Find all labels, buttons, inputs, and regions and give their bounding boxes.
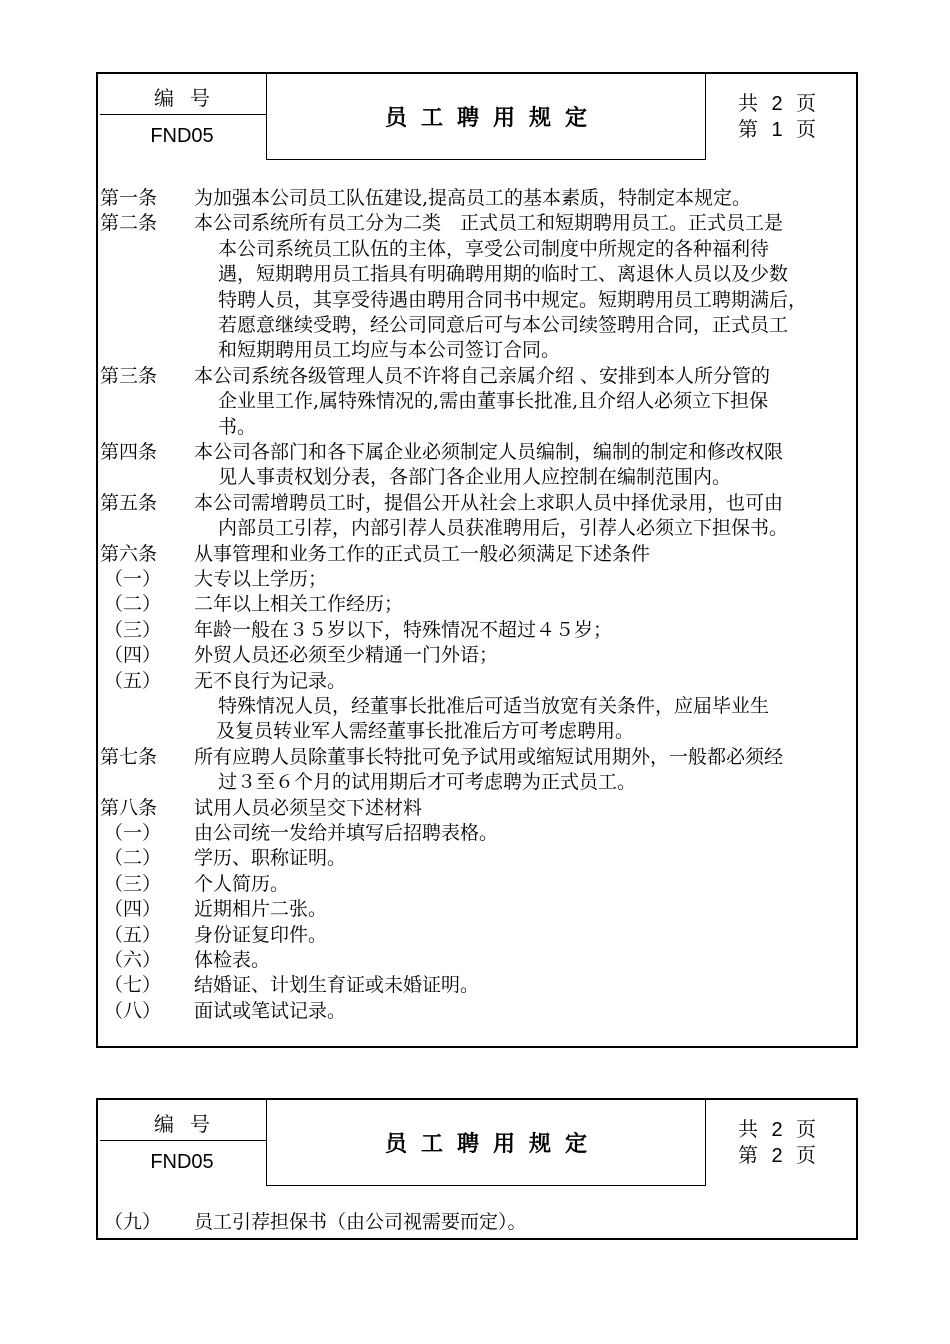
total-pages xyxy=(738,90,816,117)
document-code: FND05 xyxy=(150,125,214,147)
article-text: 所有应聘人员除董事长特批可免予试用或缩短试用期外，一般都必须经 xyxy=(194,745,784,768)
item-number: （三） xyxy=(104,618,162,641)
article-label: 第七条 xyxy=(100,745,158,768)
article-label: 第六条 xyxy=(100,542,158,565)
total-suffix: 页 xyxy=(796,91,816,115)
item-number: （五） xyxy=(104,923,162,946)
current-page-number: 1 xyxy=(771,119,783,141)
article-label: 第二条 xyxy=(100,212,158,235)
total-prefix: 共 xyxy=(738,91,758,115)
item-number: （二） xyxy=(104,847,162,870)
article-continuation: 企业里工作,属特殊情况的,需由董事长批准,且介绍人必须立下担保 xyxy=(218,390,769,413)
item-text: 由公司统一发给并填写后招聘表格。 xyxy=(194,822,499,844)
page-suffix: 页 xyxy=(796,117,816,141)
total-pages-number: 2 xyxy=(771,93,783,115)
article-continuation: 本公司系统员工队伍的主体，享受公司制度中所规定的各种福利待 xyxy=(218,237,770,260)
code-label: 编号 xyxy=(154,1112,226,1136)
article-continuation: 遇，短期聘用员工指具有明确聘用期的临时工、离退休人员以及少数 xyxy=(218,263,789,286)
article-continuation: 和短期聘用员工均应与本公司签订合同。 xyxy=(218,339,561,362)
item-number: （三） xyxy=(104,872,162,895)
code-cell xyxy=(98,1100,266,1186)
article-continuation: 书。 xyxy=(218,415,257,438)
item-number: （一） xyxy=(104,822,162,844)
item-number: （九） xyxy=(104,1211,162,1233)
item-text: 无不良行为记录。 xyxy=(194,669,347,692)
item-text: 学历、职称证明。 xyxy=(194,847,347,870)
code-divider xyxy=(100,114,266,115)
item-text: 面试或笔试记录。 xyxy=(194,999,347,1022)
item-number: （五） xyxy=(104,669,162,692)
page-count-cell xyxy=(706,74,856,160)
article-label: 第四条 xyxy=(100,441,158,463)
page-prefix: 第 xyxy=(738,117,758,141)
document-page-1 xyxy=(96,72,858,1048)
article-text: 本公司系统各级管理人员不许将自己亲属介绍 、安排到本人所分管的 xyxy=(194,364,771,387)
item-number: （四） xyxy=(104,644,162,667)
page-prefix: 第 xyxy=(738,1143,758,1167)
article-text: 试用人员必须呈交下述材料 xyxy=(194,796,423,819)
total-pages xyxy=(738,1116,816,1143)
total-pages-number: 2 xyxy=(771,1119,783,1141)
article-continuation: 若愿意继续受聘，经公司同意后可与本公司续签聘用合同，正式员工 xyxy=(218,314,789,336)
article-label: 第一条 xyxy=(100,187,158,209)
article-label: 第五条 xyxy=(100,491,158,514)
item-number: （七） xyxy=(104,974,162,997)
document-title: 员工聘用规定 xyxy=(384,1132,601,1157)
current-page-number: 2 xyxy=(771,1145,783,1167)
item-number: （六） xyxy=(104,949,162,971)
item-text: 身份证复印件。 xyxy=(194,923,328,946)
title-cell xyxy=(266,1100,706,1186)
item-text: 大专以上学历； xyxy=(194,568,328,590)
code-label: 编号 xyxy=(154,86,226,110)
item-number: （二） xyxy=(104,593,162,616)
current-page xyxy=(738,116,816,143)
article-continuation: 特聘人员，其享受待遇由聘用合同书中规定。短期聘用员工聘期满后， xyxy=(218,288,808,311)
note-text: 特殊情况人员，经董事长批准后可适当放宽有关条件，应届毕业生 xyxy=(218,695,770,717)
page-count-cell xyxy=(706,1100,856,1186)
article-text: 本公司各部门和各下属企业必须制定人员编制，编制的制定和修改权限 xyxy=(194,441,784,463)
article-text: 本公司系统所有员工分为二类 正式员工和短期聘用员工。正式员工是 xyxy=(194,212,784,235)
note-continuation: 及复员转业军人需经董事长批准后方可考虑聘用。 xyxy=(216,720,635,743)
page-suffix: 页 xyxy=(796,1143,816,1167)
item-text: 结婚证、计划生育证或未婚证明。 xyxy=(194,974,480,997)
article-label: 第三条 xyxy=(100,364,158,387)
article-continuation: 见人事责权划分表，各部门各企业用人应控制在编制范围内。 xyxy=(218,466,732,489)
item-number: （一） xyxy=(104,568,162,590)
item-number: （八） xyxy=(104,999,162,1022)
title-cell xyxy=(266,74,706,160)
item-text: 近期相片二张。 xyxy=(194,898,328,921)
document-code: FND05 xyxy=(150,1151,214,1173)
item-text: 个人简历。 xyxy=(194,872,290,895)
item-text: 体检表。 xyxy=(194,949,271,971)
article-label: 第八条 xyxy=(100,796,158,819)
item-text: 外贸人员还必须至少精通一门外语； xyxy=(194,644,499,667)
total-prefix: 共 xyxy=(738,1117,758,1141)
item-number: （四） xyxy=(104,898,162,921)
item-text: 员工引荐担保书（由公司视需要而定）。 xyxy=(194,1211,527,1233)
total-suffix: 页 xyxy=(796,1117,816,1141)
article-continuation: 内部员工引荐，内部引荐人员获准聘用后，引荐人必须立下担保书。 xyxy=(218,517,789,540)
item-text: 年龄一般在３５岁以下，特殊情况不超过４５岁； xyxy=(194,618,613,641)
document-title: 员工聘用规定 xyxy=(384,106,601,131)
code-cell xyxy=(98,74,266,160)
article-text: 本公司需增聘员工时，提倡公开从社会上求职人员中择优录用，也可由 xyxy=(194,491,784,514)
article-text: 从事管理和业务工作的正式员工一般必须满足下述条件 xyxy=(194,542,651,565)
document-page-2 xyxy=(96,1098,858,1240)
article-text: 为加强本公司员工队伍建设,提高员工的基本素质，特制定本规定。 xyxy=(194,187,752,209)
article-continuation: 过３至６个月的试用期后才可考虑聘为正式员工。 xyxy=(218,771,637,794)
item-text: 二年以上相关工作经历； xyxy=(194,593,404,616)
current-page xyxy=(738,1142,816,1169)
code-divider xyxy=(100,1140,266,1141)
